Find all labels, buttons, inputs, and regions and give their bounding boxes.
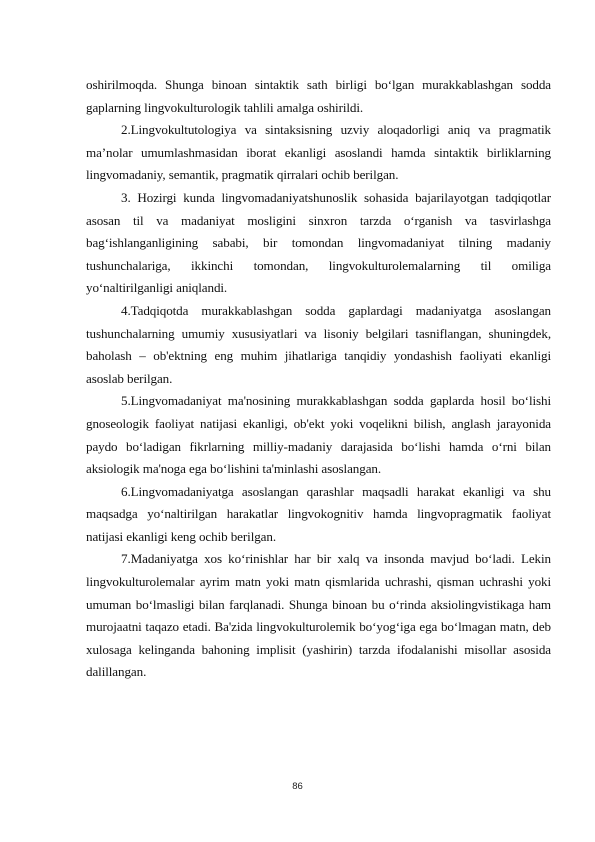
paragraph-conclusion-6: 6.Lingvomadaniyatga asoslangan qarashlar maqsadli harakat ekanligi va shu maqsadga yo‘naltirilgan harakatlar lingvokognitiv hamda lingvopragmatik faoliyat natijasi ekanligi keng ochib berilgan. xyxy=(86,483,551,544)
paragraph-continuation: oshirilmoqda. Shunga binoan sintaktik sath birligi bo‘lgan murakkablashgan sodda gaplarning lingvokulturologik tahlili amalga oshirildi. xyxy=(86,77,551,115)
paragraph-conclusion-5: 5.Lingvomadaniyat ma'nosining murakkablashgan sodda gaplarda hosil bo‘lishi gnoseologik faoliyat natijasi ekanligi, ob'ekt yoki voqelikni bilish, anglash jarayonida paydo bo‘ladigan fikrlarning milliy-madaniy darajasida bo‘lishi hamda o‘rni bilan aksiologik ma'noga ega bo‘lishini ta'minlashi asoslangan. xyxy=(86,393,551,477)
document-body xyxy=(86,74,551,684)
paragraph-conclusion-2: 2.Lingvokultutologiya va sintaksisning uzviy aloqadorligi aniq va pragmatik ma’nolar umumlashmasidan iborat ekanligi asoslandi hamda sintaktik birliklarning lingvomadaniy, semantik, pragmatik qirralari ochib berilgan. xyxy=(86,122,551,183)
paragraph-conclusion-7: 7.Madaniyatga xos ko‘rinishlar har bir xalq va insonda mavjud bo‘ladi. Lekin lingvokulturolemalar ayrim matn yoki matn qismlarida uchrashi, qisman uchrashi yoki umuman bo‘lmasligi bilan farqlanadi. Shunga binoan bu o‘rinda aksiolingvistikaga ham murojaatni taqazo etadi. Ba'zida lingvokulturolemik bo‘yog‘iga ega bo‘lmagan matn, deb xulosaga kelinganda bahoning implisit (yashirin) tarzda ifodalanishi misollar asosida dalillangan. xyxy=(86,551,551,680)
paragraph-conclusion-3: 3. Hozirgi kunda lingvomadaniyatshunoslik sohasida bajarilayotgan tadqiqotlar asosan til va madaniyat mosligini sinxron tarzda o‘rganish va tasvirlashga bag‘ishlanganligining sababi, bir tomondan lingvomadaniyat tilning madaniy tushunchalariga, ikkinchi tomondan, lingvokulturolemalarning til omiliga yo‘naltirilganligi aniqlandi. xyxy=(86,189,551,296)
page-number: 86 xyxy=(292,781,303,792)
paragraph-conclusion-4: 4.Tadqiqotda murakkablashgan sodda gaplardagi madaniyatga asoslangan tushunchalarning umumiy xususiyatlari va lisoniy belgilari tasniflangan, shuningdek, baholash – ob'ektning eng muhim jihatlariga tanqidiy yondashish faoliyati ekanligi asoslab berilgan. xyxy=(86,302,551,386)
